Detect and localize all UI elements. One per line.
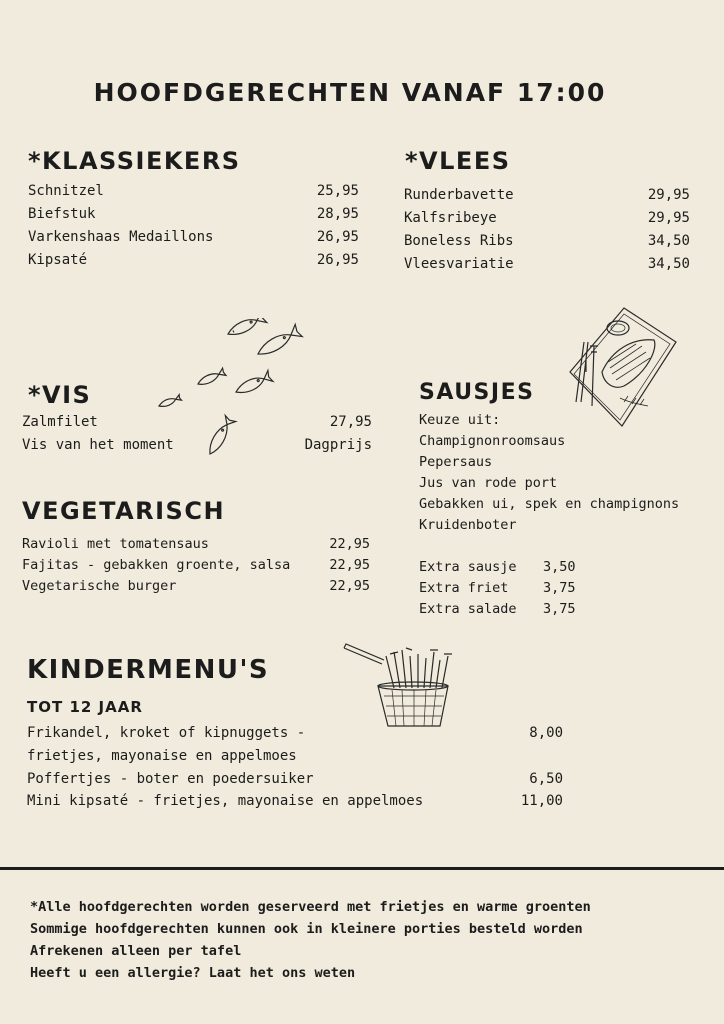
menu-item-name: Poffertjes - boter en poedersuiker: [27, 771, 314, 787]
section-heading-vegetarisch: VEGETARISCH: [22, 497, 226, 525]
menu-item-name: Kipsaté: [28, 252, 88, 268]
menu-item-name: Vegetarische burger: [22, 578, 177, 594]
menu-item: [28, 206, 359, 222]
section-heading-vlees: *VLEES: [405, 147, 511, 175]
footer-note: *Alle hoofdgerechten worden geserveerd met frietjes en warme groenten: [30, 899, 591, 915]
menu-item-name: Frikandel, kroket of kipnuggets -: [27, 725, 306, 741]
menu-item: [28, 183, 359, 199]
menu-item-price: 27,95: [329, 414, 372, 430]
fries-basket-icon: [342, 642, 458, 732]
kindermenu-subheading: TOT 12 JAAR: [27, 698, 143, 716]
menu-item-continued: frietjes, mayonaise en appelmoes: [27, 748, 297, 764]
footer-note: Afrekenen alleen per tafel: [30, 943, 242, 959]
menu-item: [22, 557, 370, 573]
menu-item-price: 6,50: [529, 771, 563, 787]
menu-item: [404, 187, 690, 203]
menu-item: [28, 252, 359, 268]
menu-item: [27, 771, 563, 787]
steak-board-icon: [562, 302, 682, 432]
menu-item-price: 29,95: [647, 187, 690, 203]
menu-item-name: Fajitas - gebakken groente, salsa: [22, 557, 291, 573]
menu-item-price: 26,95: [316, 252, 359, 268]
menu-item-price: 22,95: [329, 578, 370, 594]
menu-item-price: 34,50: [647, 256, 690, 272]
footer-note: Heeft u een allergie? Laat het ons weten: [30, 965, 356, 981]
menu-item-price: 34,50: [647, 233, 690, 249]
menu-item-name: Kalfsribeye: [404, 210, 497, 226]
menu-item-name: Runderbavette: [404, 187, 514, 203]
menu-item-name: Zalmfilet: [22, 414, 98, 430]
extra-item: [419, 580, 576, 596]
menu-item-price: 26,95: [316, 229, 359, 245]
sauce-option: Kruidenboter: [419, 517, 517, 533]
menu-item: [27, 725, 563, 741]
menu-item-price: 11,00: [520, 793, 563, 809]
sauce-option: Gebakken ui, spek en champignons: [419, 496, 680, 512]
extra-item-price: 3,75: [543, 580, 576, 596]
page-title: HOOFDGERECHTEN VANAF 17:00: [93, 78, 607, 107]
section-heading-sausjes: SAUSJES: [419, 380, 535, 405]
menu-item-price: 25,95: [316, 183, 359, 199]
menu-item-name: Biefstuk: [28, 206, 96, 222]
sauce-option: Champignonroomsaus: [419, 433, 566, 449]
menu-item-name: Mini kipsaté - frietjes, mayonaise en appelmoes: [27, 793, 424, 809]
menu-item: [27, 793, 563, 809]
extra-item-name: Extra sausje: [419, 559, 517, 575]
extra-item: [419, 559, 576, 575]
menu-item-name: Vis van het moment: [22, 437, 174, 453]
menu-item-price: Dagprijs: [304, 437, 372, 453]
section-heading-klassiekers: *KLASSIEKERS: [28, 147, 241, 175]
menu-item-name: Boneless Ribs: [404, 233, 514, 249]
menu-item: [404, 210, 690, 226]
extra-item-name: Extra salade: [419, 601, 517, 617]
sauce-option: Jus van rode port: [419, 475, 558, 491]
section-heading-kindermenu: KINDERMENU'S: [27, 655, 270, 685]
menu-item: [22, 414, 372, 430]
menu-item: [22, 437, 372, 453]
section-heading-vis: *VIS: [28, 381, 92, 409]
menu-item: [28, 229, 359, 245]
menu-item-name: Varkenshaas Medaillons: [28, 229, 214, 245]
extra-item-name: Extra friet: [419, 580, 509, 596]
menu-item: [404, 233, 690, 249]
menu-item-price: 8,00: [529, 725, 563, 741]
menu-item-name: Ravioli met tomatensaus: [22, 536, 209, 552]
menu-item-price: 28,95: [316, 206, 359, 222]
extra-item: [419, 601, 576, 617]
sauce-option: Pepersaus: [419, 454, 493, 470]
menu-item: [22, 536, 370, 552]
sauce-intro: Keuze uit:: [419, 412, 501, 428]
menu-item-name: Vleesvariatie: [404, 256, 514, 272]
menu-item-name: Schnitzel: [28, 183, 104, 199]
menu-item-price: 22,95: [329, 536, 370, 552]
footer-note: Sommige hoofdgerechten kunnen ook in kleinere porties besteld worden: [30, 921, 583, 937]
menu-item: [404, 256, 690, 272]
extra-item-price: 3,75: [543, 601, 576, 617]
menu-item-price: 22,95: [329, 557, 370, 573]
extra-item-price: 3,50: [543, 559, 576, 575]
menu-item: [22, 578, 370, 594]
footer-divider: [0, 867, 724, 870]
menu-item-price: 29,95: [647, 210, 690, 226]
